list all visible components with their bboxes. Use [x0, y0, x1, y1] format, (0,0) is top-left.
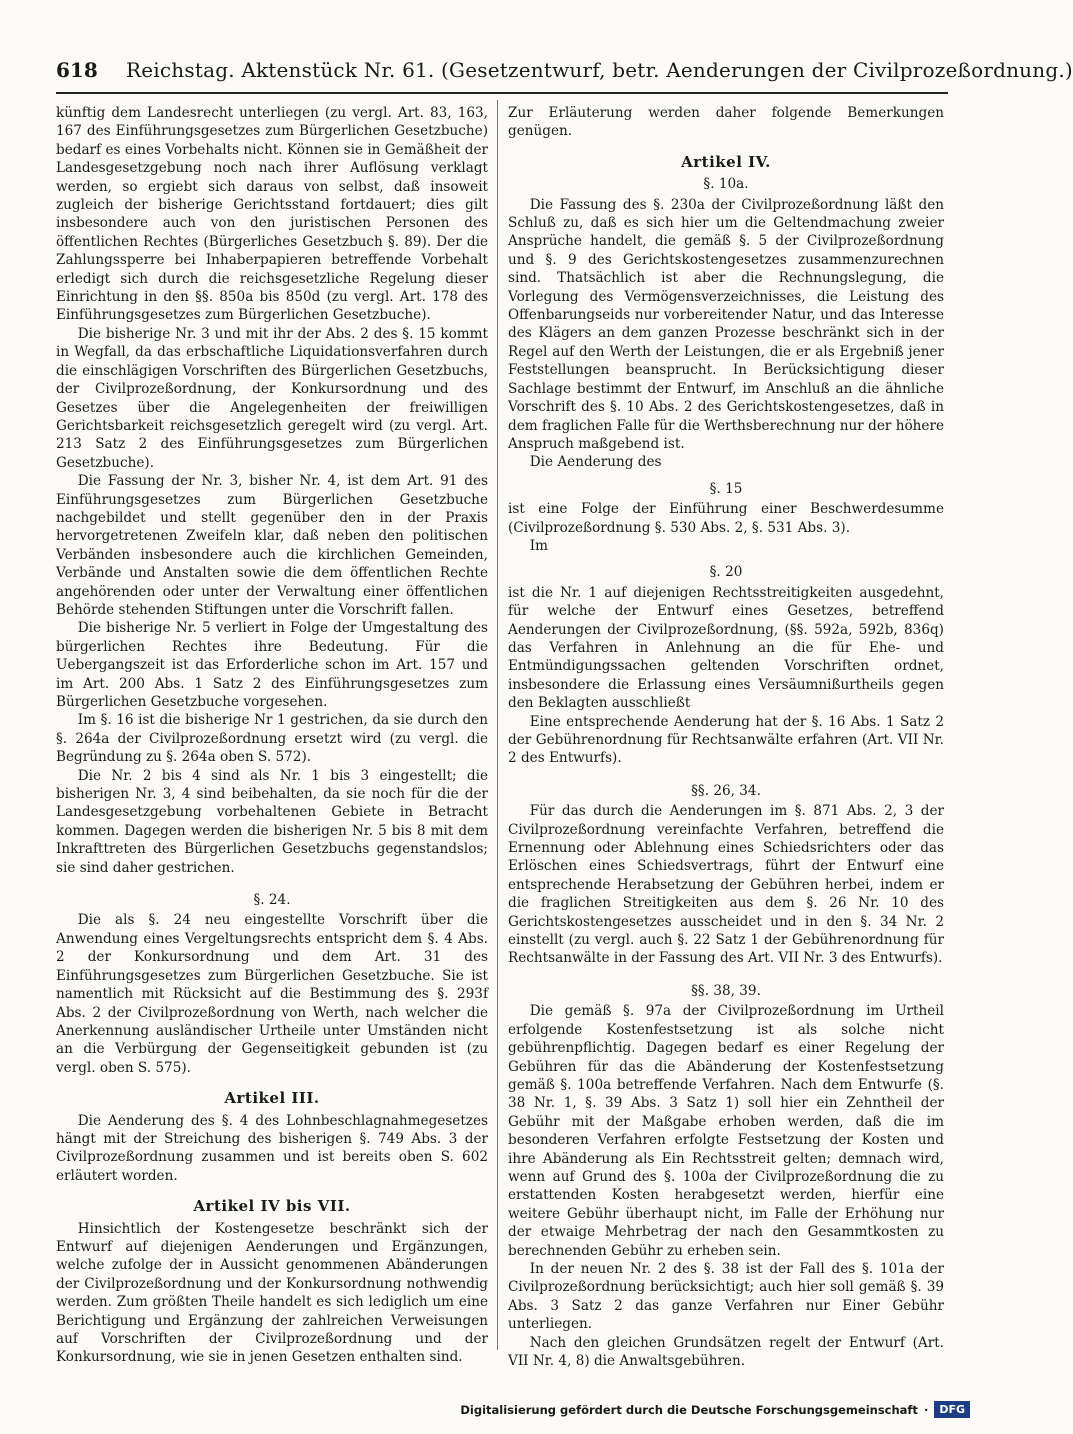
left-column — [56, 104, 488, 1367]
paragraph: Die Nr. 2 bis 4 sind als Nr. 1 bis 3 eingestellt; die bisherigen Nr. 3, 4 sind beibehalten, da sie noch für die der Landesgesetzgebung vorbehaltenen Gebiete in Betracht kommen. Dagegen werden die bisherigen Nr. 5 bis 8 mit dem Inkrafttreten des Bürgerlichen Gesetzbuchs gegenstandslos; sie sind daher gestrichen. — [56, 767, 488, 876]
page-number: 618 — [56, 58, 98, 82]
paragraph: Im — [529, 537, 549, 554]
section-heading: §§. 38, 39. — [691, 982, 761, 999]
paragraph: Eine entsprechende Aenderung hat der §. 16 Abs. 1 Satz 2 der Gebührenordnung für Rechtsanwälte erfahren (Art. VII Nr. 2 des Entwurfs). — [508, 713, 944, 767]
page-header — [56, 48, 1073, 94]
paragraph: Die bisherige Nr. 5 verliert in Folge der Umgestaltung des bürgerlichen Rechtes ihre Bedeutung. Für die Uebergangszeit ist das Erforderliche schon im Art. 157 und im Art. 200 Abs. 1 Satz 2 des Einführungsgesetzes zum Bürgerlichen Gesetzbuche vorgesehen. — [56, 620, 488, 710]
paragraph: ist eine Folge der Einführung einer Beschwerdesumme (Civilprozeßordnung §. 530 Abs. 2, §. 531 Abs. 3). — [508, 501, 944, 536]
credit-text: Digitalisierung gefördert durch die Deutsche Forschungsgemeinschaft — [460, 1402, 918, 1417]
paragraph: Die gemäß §. 97a der Civilprozeßordnung im Urtheil erfolgende Kostenfestsetzung ist als solche nicht gebührenpflichtig. Dagegen bedarf es einer Regelung der Gebühren für das die Abänderung der Kostenfestsetzung gemäß §. 100a betreffende Verfahren. Nach dem Entwurfe (§. 38 Nr. 1, §. 39 Abs. 3 Satz 1) soll hier ein Zehntheil der Gebühr mit der Maßgabe erhoben werden, daß die im besonderen Verfahren erfolgte Festsetzung der Kosten und ihre Abänderung als Ein Rechtsstreit gelten; demnach wird, wenn auf Grund des §. 100a der Civilprozeßordnung die zu erstattenden Kosten herabgesetzt werden, hierfür eine weitere Gebühr überhaupt nicht, im Falle der Erhöhung nur der etwaige Mehrbetrag der nach den Gesammtkosten zu berechnenden Gebühr zu erheben sein. — [508, 1003, 944, 1259]
column-divider — [497, 100, 498, 1350]
section-heading: §§. 26, 34. — [691, 782, 761, 799]
article-heading: Artikel IV bis VII. — [193, 1197, 351, 1216]
dfg-logo: DFG — [934, 1401, 970, 1418]
paragraph: Hinsichtlich der Kostengesetze beschränkt sich der Entwurf auf diejenigen Aenderungen und Ergänzungen, welche zufolge der in Aussicht genommenen Abänderungen der Civilprozeßordnung und der Konkursordnung nothwendig werden. Zum größten Theile handelt es sich lediglich um eine Berichtigung und Ergänzung der zahlreichen Verweisungen auf Vorschriften der Civilprozeßordnung und der Konkursordnung, wie sie in jenen Gesetzen enthalten sind. — [56, 1220, 488, 1366]
paragraph: Für das durch die Aenderungen im §. 871 Abs. 2, 3 der Civilprozeßordnung vereinfachte Verfahren, betreffend die Ernennung oder Ablehnung eines Schiedsrichters oder das Erlöschen eines Schiedsvertrags, führt der Entwurf eine entsprechende Herabsetzung der Gebühren herbei, indem er die fraglichen Streitigkeiten aus dem §. 26 Nr. 10 des Gerichtskostengesetzes ausscheidet und in den §. 34 Nr. 2 einstellt (zu vergl. auch §. 22 Satz 1 der Gebührenordnung für Rechtsanwälte in der Fassung des Art. VII Nr. 3 des Entwurfs). — [508, 803, 944, 967]
paragraph: Die Fassung der Nr. 3, bisher Nr. 4, ist dem Art. 91 des Einführungsgesetzes zum Bürgerlichen Gesetzbuche nachgebildet und stellt gegenüber den in der Praxis hervorgetretenen Zweifeln klar, daß neben den politischen Verbänden insbesondere auch die kirchlichen Gemeinden, Verbände und Anstalten sowie die dem öffentlichen Rechte angehörenden oder unter der Verwaltung einer öffentlichen Behörde stehenden Stiftungen unter die Vorschrift fallen. — [56, 473, 488, 618]
paragraph: Zur Erläuterung werden daher folgende Bemerkungen genügen. — [508, 105, 944, 140]
paragraph: Die Fassung des §. 230a der Civilprozeßordnung läßt den Schluß zu, daß es sich hier um die Geltendmachung zweier Ansprüche handelt, die gemäß §. 5 der Civilprozeßordnung und §. 9 des Gerichtskostengesetzes zusammenzurechnen sind. Thatsächlich ist aber die Rechnungslegung, die Vorlegung des Vermögensverzeichnisses, die Leistung des Offenbarungseids nur vorbereitender Natur, und das Interesse des Klägers an dem ganzen Prozesse beschränkt sich in der Regel auf den Werth der Leistungen, die er als Ergebniß jener Feststellungen beansprucht. In Berücksichtigung dieser Sachlage bestimmt der Entwurf, im Anschluß an die ähnliche Vorschrift des §. 10 Abs. 2 des Gerichtskostengesetzes, daß in dem fraglichen Falle für die Werthsberechnung nur der höhere Anspruch maßgebend ist. — [508, 196, 944, 452]
paragraph: Die Aenderung des — [529, 454, 662, 471]
section-heading: §. 15 — [709, 480, 743, 497]
paragraph: Die als §. 24 neu eingestellte Vorschrift über die Anwendung eines Vergeltungsrechts entspricht dem §. 4 Abs. 2 der Konkursordnung und dem Art. 31 des Einführungsgesetzes zum Bürgerlichen Gesetzbuche. Sie ist namentlich mit Rücksicht auf die Bestimmung des §. 293f Abs. 2 der Civilprozeßordnung von Werth, nach welcher die Anerkennung ausländischer Urtheile unter Umständen nicht an die Verbürgung der Gegenseitigkeit gebunden ist (zu vergl. oben S. 575). — [56, 912, 488, 1076]
paragraph: Nach den gleichen Grundsätzen regelt der Entwurf (Art. VII Nr. 4, 8) die Anwaltsgebühren. — [508, 1334, 944, 1369]
paragraph: In der neuen Nr. 2 des §. 38 ist der Fall des §. 101a der Civilprozeßordnung berücksichtigt; auch hier soll gemäß §. 39 Abs. 3 Satz 2 das ganze Verfahren nur Einer Gebühr unterliegen. — [508, 1260, 944, 1333]
article-heading: Artikel IV. — [681, 152, 771, 171]
paragraph: ist die Nr. 1 auf diejenigen Rechtsstreitigkeiten ausgedehnt, für welche der Entwurf eines Gesetzes, betreffend Aenderungen der Civilprozeßordnung, (§§. 592a, 592b, 836q) das Verfahren in Anlehnung an die für Ehe- und Entmündigungssachen geltenden Vorschriften ordnet, insbesondere die Erlassung eines Versäumnißurtheils gegen den Beklagten ausschließt — [508, 584, 944, 712]
paragraph: Die Aenderung des §. 4 des Lohnbeschlagnahmegesetzes hängt mit der Streichung des bisherigen §. 749 Abs. 3 der Civilprozeßordnung zusammen und ist bereits oben S. 602 erläutert worden. — [56, 1112, 488, 1184]
section-heading: §. 20 — [709, 564, 743, 581]
right-column — [508, 104, 944, 1370]
article-heading: Artikel III. — [224, 1089, 320, 1108]
paragraph: Die bisherige Nr. 3 und mit ihr der Abs. 2 des §. 15 kommt in Wegfall, da das erbschaftliche Liquidationsverfahren durch die einschlägigen Vorschriften des Bürgerlichen Gesetzbuchs, der Civilprozeßordnung, der Konkursordnung und des Gesetzes über die Angelegenheiten der freiwilligen Gerichtsbarkeit reichsgesetzlich geregelt wird (zu vergl. Art. 213 Satz 2 des Einführungsgesetzes zum Bürgerlichen Gesetzbuche). — [56, 325, 488, 471]
paragraph: Im §. 16 ist die bisherige Nr 1 gestrichen, da sie durch den §. 264a der Civilprozeßordnung ersetzt wird (zu vergl. die Begründung zu §. 264a oben S. 572). — [56, 712, 488, 766]
running-title: Reichstag. Aktenstück Nr. 61. (Gesetzentwurf, betr. Aenderungen der Civilprozeßordnung.) — [126, 58, 1073, 82]
digitization-credit: Digitalisierung gefördert durch die Deutsche Forschungsgemeinschaft · DFG — [460, 1401, 970, 1418]
paragraph: künftig dem Landesrecht unterliegen (zu vergl. Art. 83, 163, 167 des Einführungsgesetzes zum Bürgerlichen Gesetzbuche) bedarf es eines Vorbehalts nicht. Können sie in Gemäßheit der Landesgesetzgebung noch nach ihrer Auflösung verklagt werden, so ergiebt sich daraus von selbst, daß insoweit zugleich der bisherige Gerichtsstand fortdauert; dies gilt insbesondere auch von den juristischen Personen des öffentlichen Rechtes (Bürgerliches Gesetzbuch §. 89). Der die Zahlungssperre bei Inhaberpapieren betreffende Vorbehalt erledigt sich durch die reichsgesetzliche Regelung dieser Einrichtung in den §§. 850a bis 850d (zu vergl. Art. 178 des Einführungsgesetzes zum Bürgerlichen Gesetzbuche). — [56, 105, 488, 324]
section-heading: §. 10a. — [703, 176, 749, 193]
section-heading: §. 24. — [253, 892, 291, 909]
